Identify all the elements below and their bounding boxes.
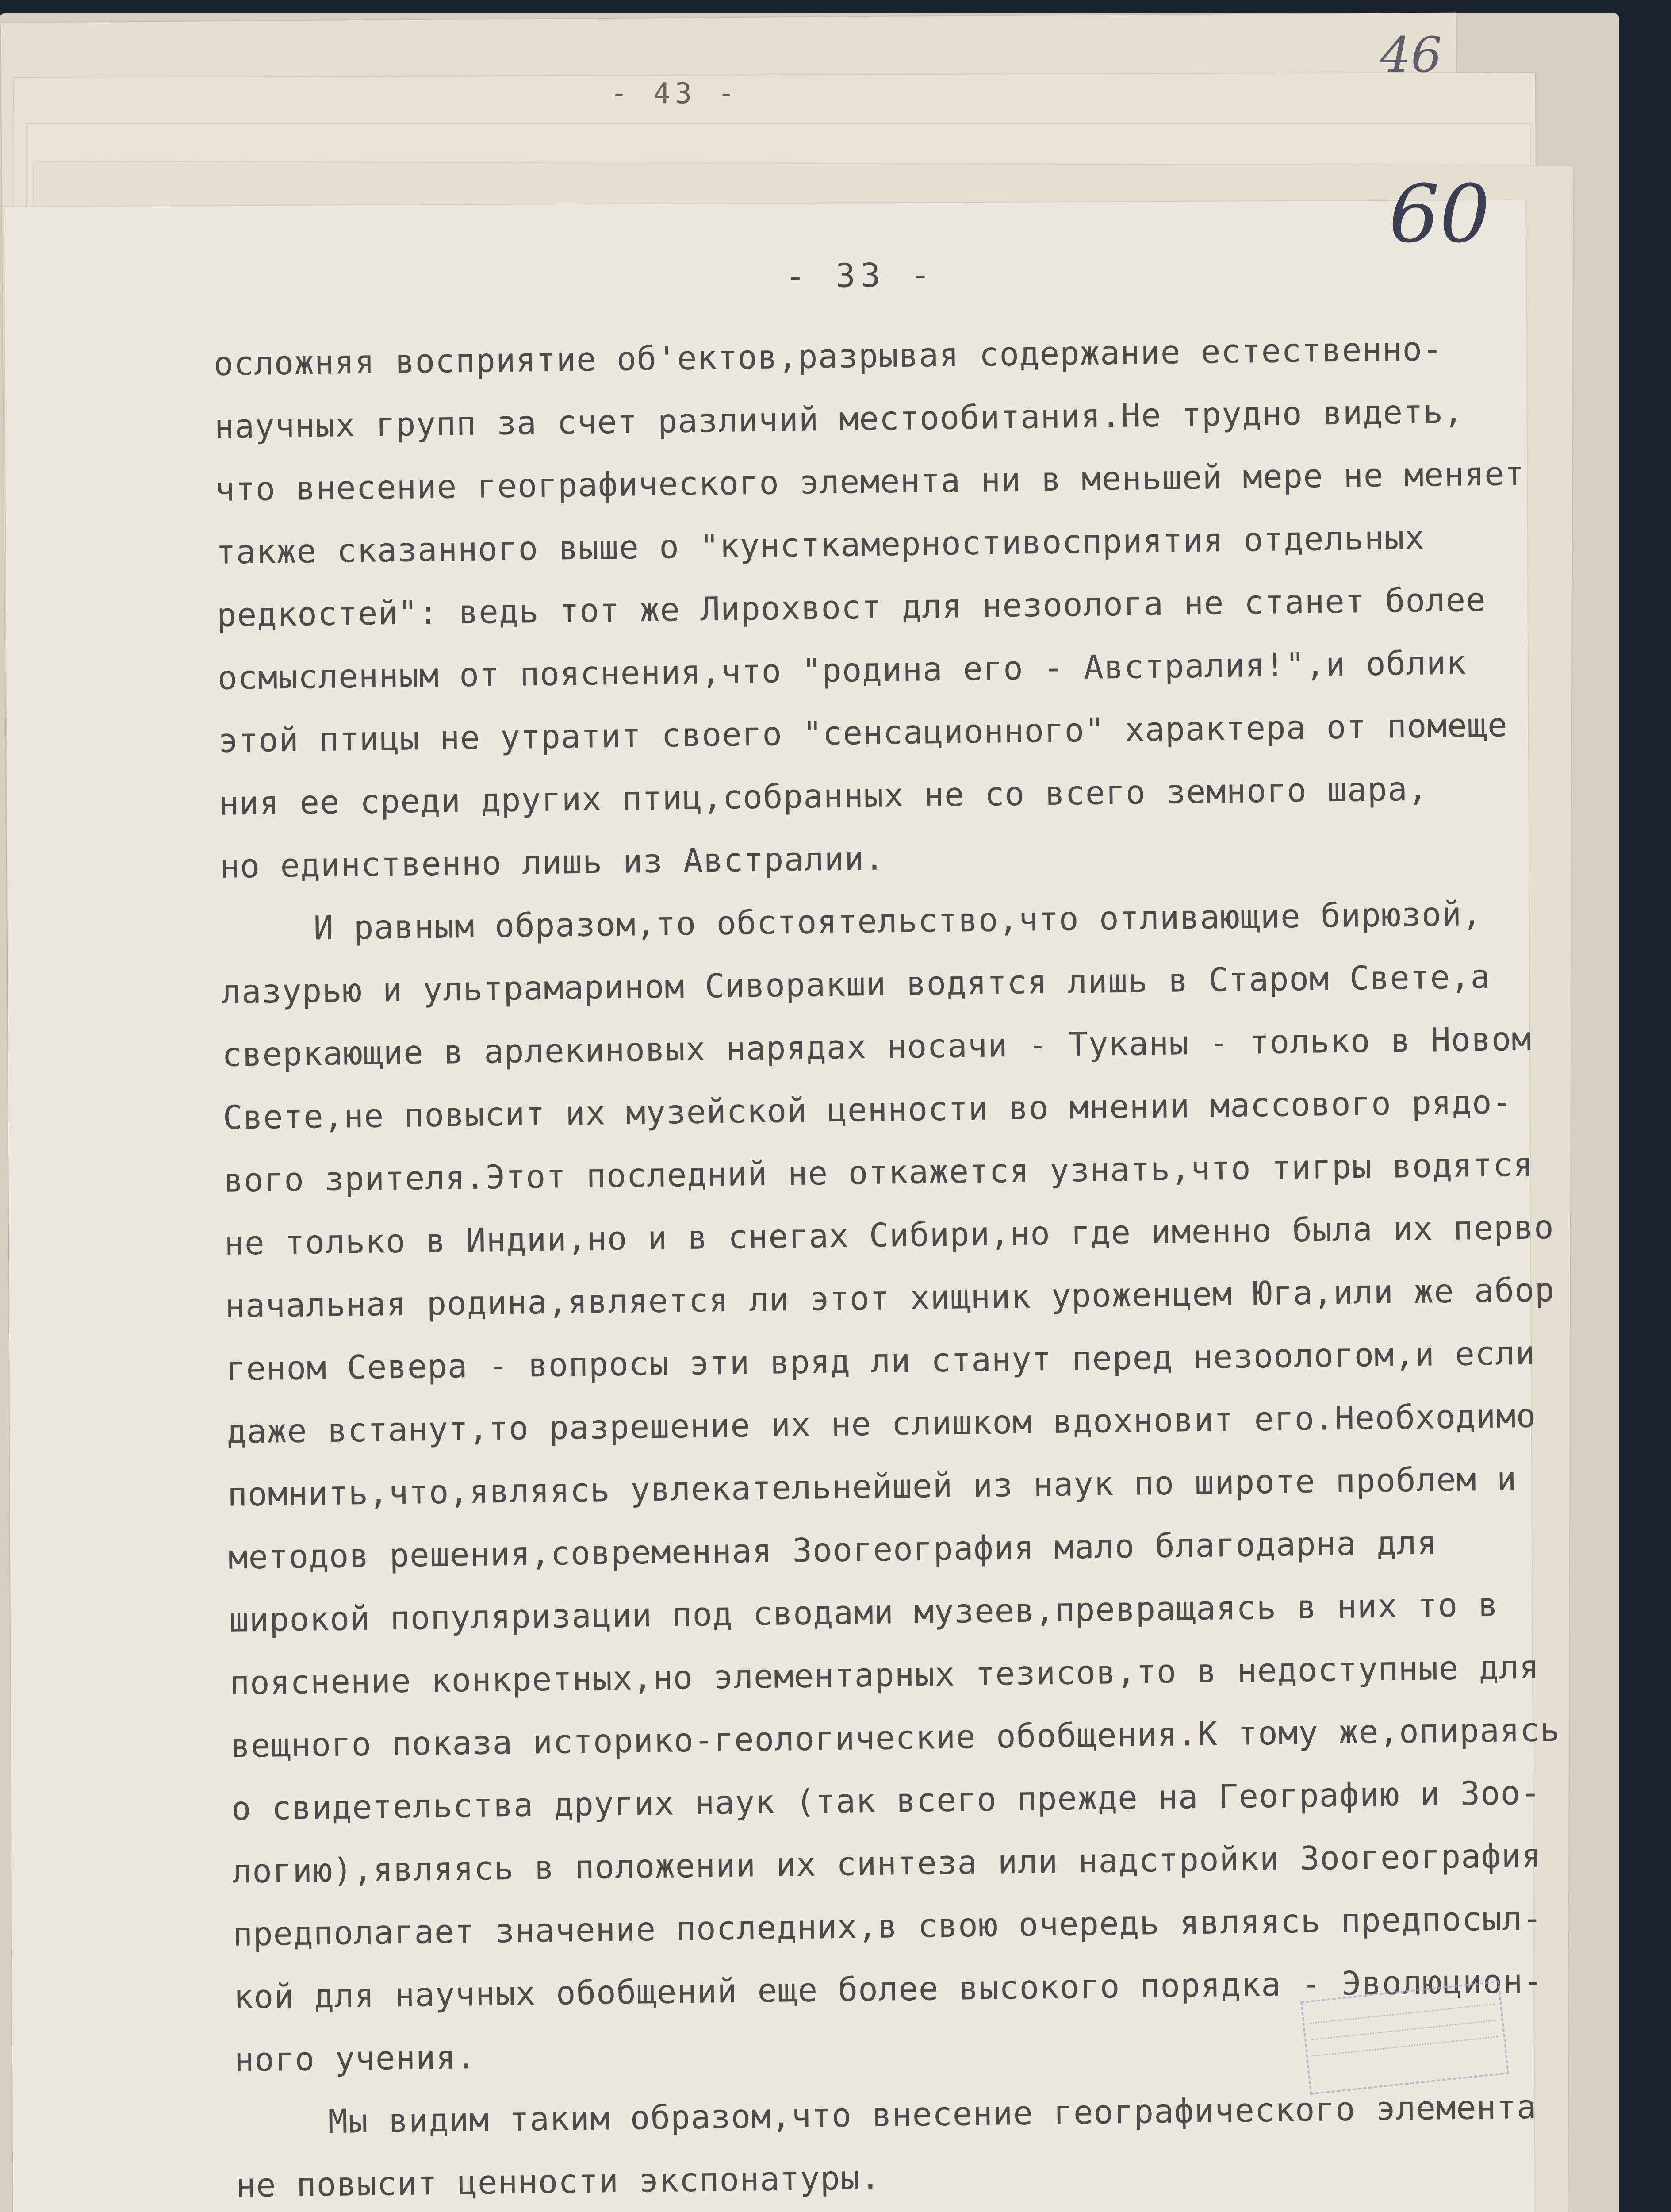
text-line: логию),являясь в положении их синтеза или надстройки Зоогеография xyxy=(232,1836,1542,1891)
underlying-page-number: - 43 - xyxy=(610,77,740,110)
paragraph xyxy=(235,2075,1585,2212)
text-line: что внесение географического элемента ни в меньшей мере не меняет xyxy=(215,454,1525,509)
text-line: этой птицы не утратит своего "сенсационного" характера от помеще xyxy=(218,706,1508,760)
text-line: научных групп за счет различий местообитания.Не трудно видеть, xyxy=(214,392,1464,446)
paragraph xyxy=(213,316,1569,898)
text-line: не только в Индии,но и в снегах Сибири,но где именно была их перво xyxy=(224,1208,1555,1263)
text-line: кой для научных обобщений еще более высокого порядка - Эволюцион- xyxy=(233,1962,1544,2016)
text-line: геном Севера - вопросы эти вряд ли станут перед незоологом,и если xyxy=(226,1334,1536,1388)
text-line: но единственно лишь из Австралии. xyxy=(219,839,885,886)
text-line: пояснение конкретных,но элементарных тезисов,то в недоступные для xyxy=(229,1648,1540,1702)
paragraph xyxy=(220,882,1584,2092)
text-line: даже встанут,то разрешение их не слишком вдохновит его.Необходимо xyxy=(226,1397,1537,1451)
text-line: лазурью и ультрамарином Сиворакши водятся лишь в Старом Свете,а xyxy=(221,957,1491,1011)
text-line: помнить,что,являясь увлекательнейшей из наук по широте проблем и xyxy=(227,1460,1517,1514)
text-line: осмысленным от пояснения,что "родина его - Австралия!",и облик xyxy=(217,644,1467,697)
text-line: осложняя восприятие об'ектов,разрывая содержание естественно- xyxy=(213,330,1443,383)
text-line: Свете,не повысит их музейской ценности во мнении массового рядо- xyxy=(222,1083,1513,1137)
text-line: методов решения,современная Зоогеография мало благодарна для xyxy=(228,1524,1437,1577)
text-line: широкой популяризации под сводами музеев,превращаясь в них то в xyxy=(229,1586,1499,1640)
text-line: ния ее среди других птиц,собранных не со всего земного шара, xyxy=(218,770,1428,823)
text-line: редкостей": ведь тот же Лирохвост для незоолога не станет более xyxy=(216,580,1487,634)
handwritten-folio-number-top: 46 xyxy=(1380,27,1442,83)
text-line: вого зрителя.Этот последний не откажется узнать,что тигры водятся xyxy=(223,1145,1533,1200)
paragraphs xyxy=(213,316,1585,2212)
text-line: вещного показа историко-геологические обобщения.К тому же,опираясь xyxy=(230,1711,1560,1765)
text-line: Мы видим таким образом,что внесение географического элемента xyxy=(328,2088,1537,2141)
typed-text-block xyxy=(212,236,1585,2212)
text-line: начальная родина,является ли этот хищник уроженцем Юга,или же абор xyxy=(225,1271,1555,1325)
text-line: не повысит ценности экспонатуры. xyxy=(235,2158,881,2205)
text-line: также сказанного выше о "кунсткамерностивосприятия отдельных xyxy=(215,518,1425,572)
text-line: о свидетельства других наук (так всего прежде на Географию и Зоо- xyxy=(231,1774,1541,1828)
text-line: предполагает значение последних,в свою очередь являясь предпосыл- xyxy=(232,1899,1543,1954)
page-number: - 33 - xyxy=(785,256,936,296)
text-line: И равным образом,то обстоятельство,что отливающие бирюзой, xyxy=(313,895,1483,948)
text-line: сверкающие в арлекиновых нарядах носачи - Туканы - только в Новом xyxy=(222,1020,1532,1074)
handwritten-folio-number: 60 xyxy=(1389,168,1491,261)
text-line: ного учения. xyxy=(234,2038,477,2079)
